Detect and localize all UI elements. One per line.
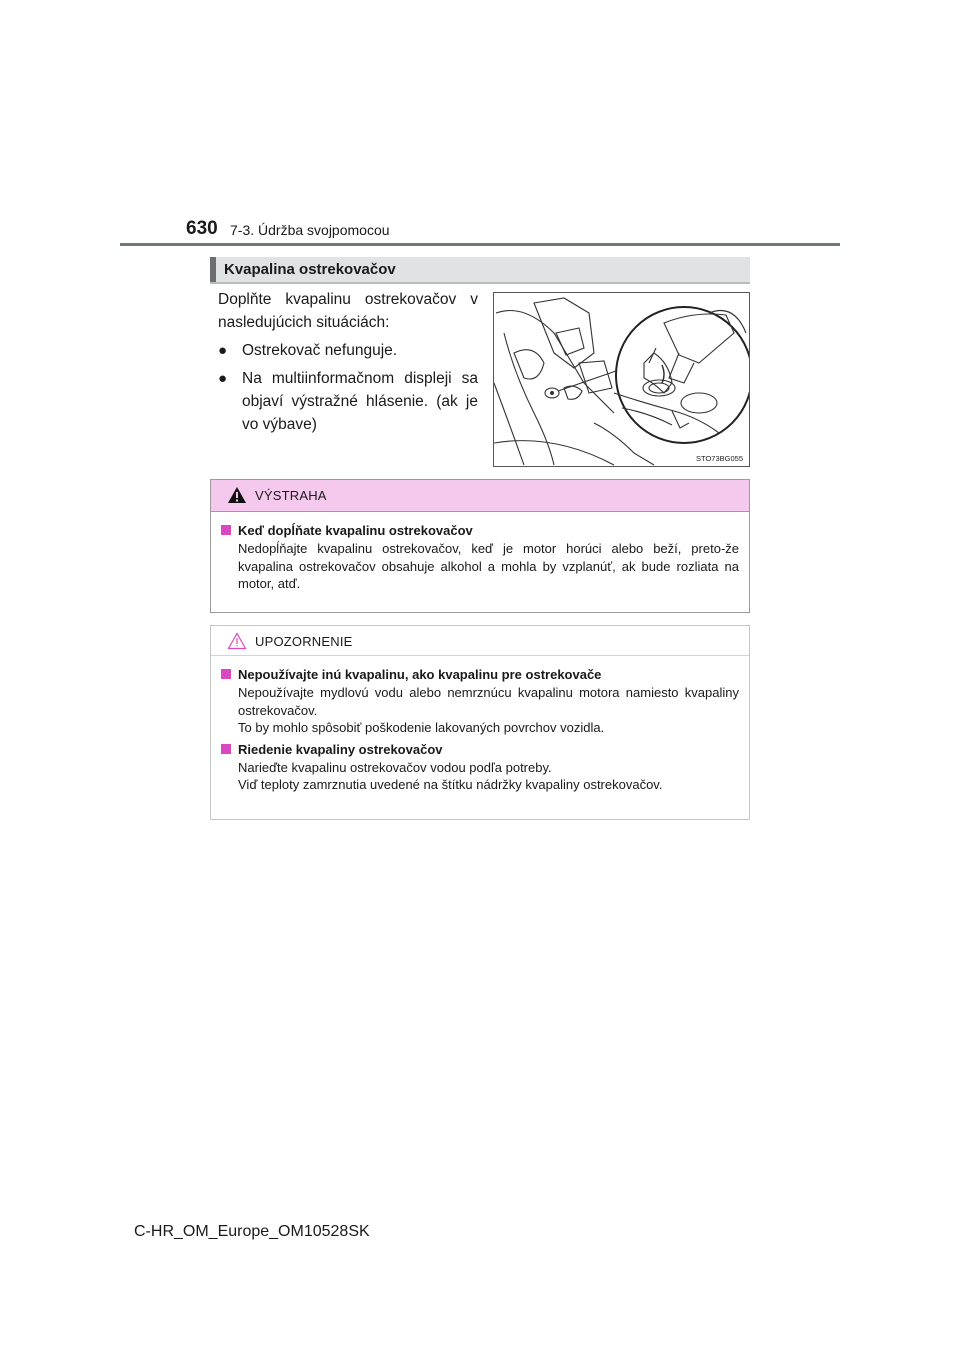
bullet-text: Ostrekovač nefunguje. xyxy=(242,342,398,359)
warning-triangle-icon xyxy=(227,486,247,504)
pink-square-bullet xyxy=(221,525,231,535)
notice-item-text: Viď teploty zamrznutia uvedené na štítku nádržky kvapaliny ostrekovačov. xyxy=(238,777,663,792)
caution-triangle-outline-icon xyxy=(227,632,247,650)
bullet-item xyxy=(218,367,478,436)
bullet-item xyxy=(218,339,478,362)
warning-label: VÝSTRAHA xyxy=(255,488,327,503)
washer-fluid-illustration xyxy=(493,292,750,467)
notice-item-title xyxy=(221,666,739,684)
section-body xyxy=(218,288,478,441)
warning-item-title xyxy=(221,522,739,540)
warning-item-text: Nedopĺňajte kvapalinu ostrekovačov, keď je motor horúci alebo beží, preto-že kvapalina ostrekovačov obsahuje alkohol a mohla by vzplanúť, ak bude rozliata na motor, atď. xyxy=(238,541,739,591)
header-rule xyxy=(120,243,840,246)
bullet-dot: ● xyxy=(218,370,228,387)
intro-paragraph: Doplňte kvapalinu ostrekovačov v nasledujúcich situáciách: xyxy=(218,291,478,331)
notice-item-title-text: Riedenie kvapaliny ostrekovačov xyxy=(238,741,443,757)
notice-header xyxy=(211,626,749,656)
warning-header xyxy=(211,480,749,512)
notice-box xyxy=(210,625,750,820)
notice-label: UPOZORNENIE xyxy=(255,634,353,649)
bullet-dot: ● xyxy=(218,342,228,359)
pink-square-bullet xyxy=(221,744,231,754)
notice-content xyxy=(211,656,749,794)
bullet-text: Na multiinformačnom displeji sa objaví výstražné hlásenie. (ak je vo výbave) xyxy=(242,370,478,433)
notice-item-title-text: Nepoužívajte inú kvapalinu, ako kvapalinu pre ostrekovače xyxy=(238,667,602,682)
page-number: 630 xyxy=(186,218,218,239)
section-title: Kvapalina ostrekovačov xyxy=(224,261,396,278)
document-id: C-HR_OM_Europe_OM10528SK xyxy=(134,1223,370,1240)
section-header-bar xyxy=(210,257,216,282)
notice-item-text: Narieďte kvapalinu ostrekovačov vodou podľa potreby. xyxy=(238,759,552,775)
notice-item-text: To by mohlo spôsobiť poškodenie lakovaných povrchov vozidla. xyxy=(238,720,605,735)
notice-item-title xyxy=(221,741,739,759)
warning-box xyxy=(210,479,750,613)
section-header xyxy=(210,257,750,284)
pink-square-bullet xyxy=(221,669,231,679)
figure-code: STO73BG055 xyxy=(696,454,743,463)
chapter-title: 7-3. Údržba svojpomocou xyxy=(230,222,390,238)
warning-content xyxy=(211,512,749,593)
engine-bay-drawing xyxy=(494,293,749,466)
notice-item-text: Nepoužívajte mydlovú vodu alebo nemrznúcu kvapalinu motora namiesto kvapaliny ostrekovačov. xyxy=(238,685,739,718)
warning-item-title-text: Keď dopĺňate kvapalinu ostrekovačov xyxy=(238,523,473,538)
